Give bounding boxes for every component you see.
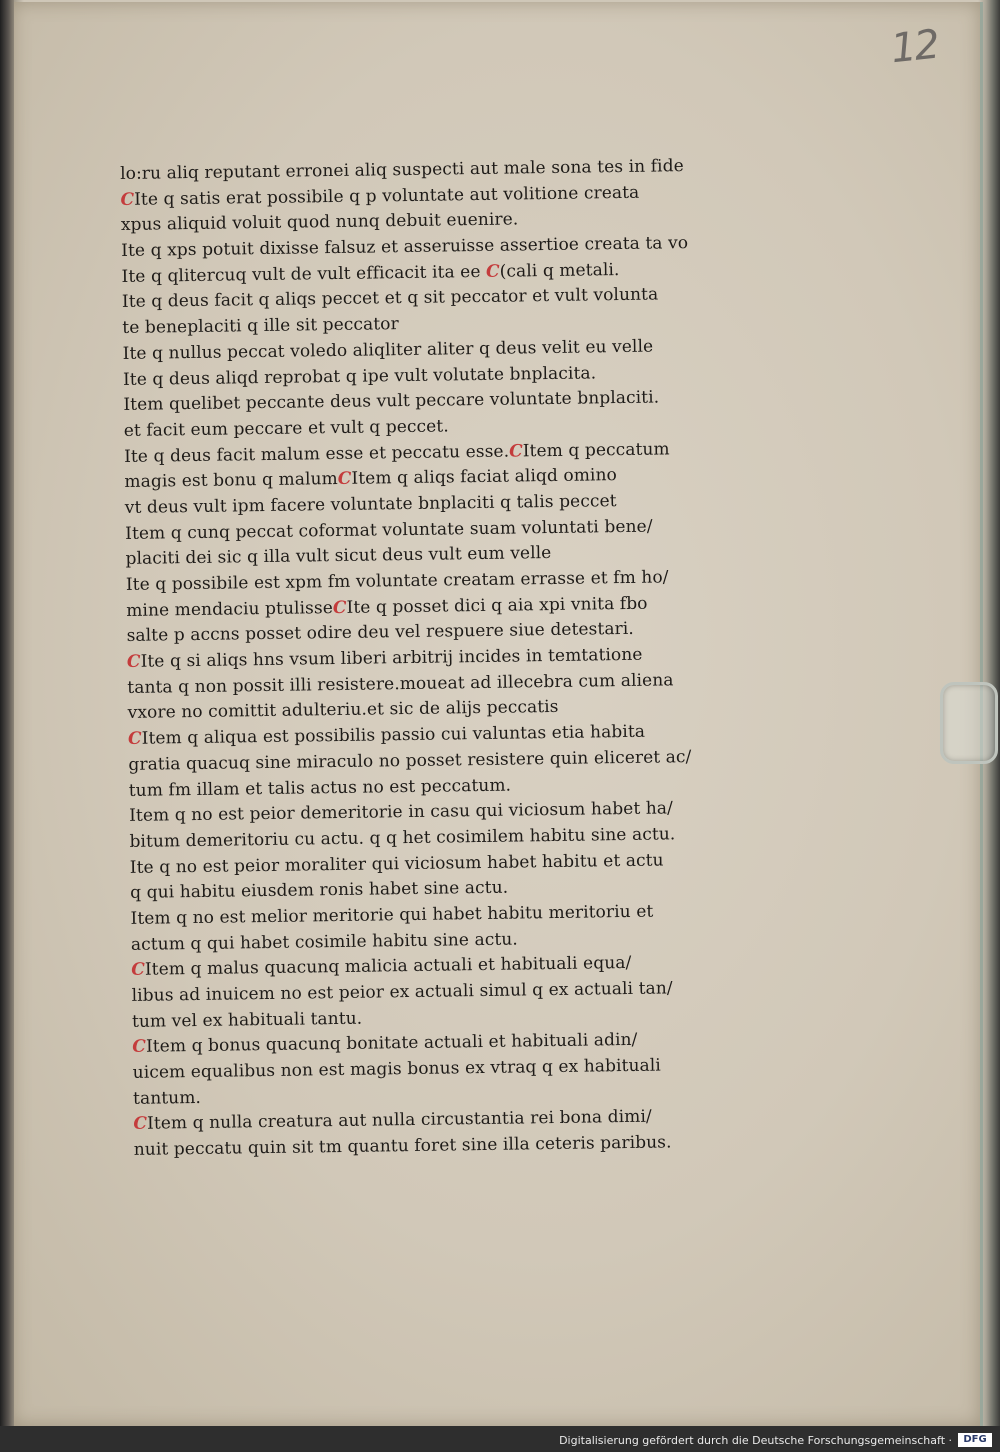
line-text: actum q qui habet cosimile habitu sine actu. bbox=[130, 929, 518, 955]
line-text: Item q peccatum bbox=[522, 438, 670, 461]
page-clip bbox=[940, 682, 998, 764]
line-text: Ite q no est peior moraliter qui viciosum habet habitu et actu bbox=[129, 850, 664, 878]
line-text: tantum. bbox=[132, 1087, 202, 1109]
line-text: salte p accns posset odire deu vel respuere siue detestari. bbox=[126, 619, 635, 647]
line-text: tum vel ex habituali tantu. bbox=[131, 1008, 363, 1032]
footer-bar bbox=[0, 1426, 1000, 1452]
line-text: Item quelibet peccante deus vult peccare voluntate bnplaciti. bbox=[123, 387, 660, 416]
line-text: vt deus vult ipm facere voluntate bnplaciti q talis peccet bbox=[124, 491, 617, 518]
line-text: Ite q qlitercuq vult de vult efficacit ita ee bbox=[121, 261, 487, 287]
line-text: Item q aliqs faciat aliqd omino bbox=[351, 465, 618, 490]
line-text: bitum demeritoriu cu actu. q q het cosimilem habitu sine actu. bbox=[129, 824, 676, 852]
line-text: gratia quacuq sine miraculo no posset resistere quin eliceret ac/ bbox=[128, 746, 692, 775]
line-text: Ite q xps potuit dixisse falsuz et asseruisse assertioe creata ta vo bbox=[121, 233, 689, 262]
line-text: Ite q satis erat possibile q p voluntate aut volitione creata bbox=[134, 182, 640, 210]
rubric-mark: C bbox=[508, 440, 523, 462]
manuscript-page bbox=[12, 2, 983, 1426]
line-text: Ite q deus facit q aliqs peccet et q sit peccator et vult volunta bbox=[121, 284, 659, 313]
text-column bbox=[120, 153, 774, 1164]
rubric-mark: C bbox=[127, 728, 142, 750]
folio-number: 12 bbox=[888, 21, 941, 73]
line-text: Item q no est peior demeritorie in casu qui viciosum habet ha/ bbox=[128, 798, 674, 827]
line-text: Ite q deus facit malum esse et peccatu esse. bbox=[123, 441, 510, 467]
line-text: Item q bonus quacunq bonitate actuali et habituali adin/ bbox=[145, 1030, 638, 1058]
line-text: Ite q deus aliqd reprobat q ipe vult volutate bnplacita. bbox=[122, 362, 597, 390]
line-text: Ite q possibile est xpm fm voluntate creatam errasse et fm ho/ bbox=[125, 567, 669, 595]
rubric-mark: C bbox=[120, 189, 135, 210]
line-text: tum fm illam et talis actus no est peccatum. bbox=[128, 775, 512, 801]
rubric-mark: C bbox=[485, 261, 500, 282]
funding-credit: Digitalisierung gefördert durch die Deutsche Forschungsgemeinschaft · bbox=[559, 1434, 952, 1447]
line-text: et facit eum peccare et vult q peccet. bbox=[123, 416, 449, 441]
line-text: q qui habitu eiusdem ronis habet sine actu. bbox=[130, 877, 509, 904]
line-text: Ite q nullus peccat voledo aliqliter aliter q deus velit eu velle bbox=[122, 336, 654, 364]
line-text: placiti dei sic q illa vult sicut deus vult eum velle bbox=[125, 543, 552, 570]
line-text: mine mendaciu ptulisse bbox=[126, 597, 334, 621]
line-text: Item q nulla creatura aut nulla circustantia rei bona dimi/ bbox=[146, 1107, 652, 1135]
line-text: Item q no est melior meritorie qui habet habitu meritoriu et bbox=[130, 901, 654, 929]
rubric-mark: C bbox=[132, 1037, 147, 1058]
rubric-mark: C bbox=[126, 651, 141, 673]
line-text: xpus aliquid voluit quod nunq debuit euenire. bbox=[120, 209, 519, 236]
rubric-mark: C bbox=[337, 469, 352, 490]
line-text: nuit peccatu quin sit tm quantu foret sine illa ceteris paribus. bbox=[133, 1132, 672, 1161]
line-text: tanta q non possit illi resistere.moueat ad illecebra cum aliena bbox=[127, 670, 674, 698]
line-text: te beneplaciti q ille sit peccator bbox=[122, 314, 399, 339]
line-text: Item q malus quacunq malicia actuali et habituali equa/ bbox=[144, 953, 632, 981]
line-text: Item q aliqua est possibilis passio cui valuntas etia habita bbox=[141, 721, 646, 749]
line-text: libus ad inuicem no est peior ex actuali simul q ex actuali tan/ bbox=[131, 978, 673, 1006]
dfg-logo-icon: DFG bbox=[958, 1433, 992, 1447]
line-text: (cali q metali. bbox=[499, 259, 620, 282]
line-text: magis est bonu q malum bbox=[124, 469, 338, 493]
line-text: uicem equalibus non est magis bonus ex vtraq q ex habituali bbox=[132, 1055, 662, 1083]
line-text: Ite q si aliqs hns vsum liberi arbitrij incides in temtatione bbox=[140, 644, 643, 672]
book-binding-edge bbox=[0, 0, 14, 1452]
line-text: Item q cunq peccat coformat voluntate suam voluntati bene/ bbox=[125, 516, 653, 544]
rubric-mark: C bbox=[332, 597, 347, 618]
line-text: Ite q posset dici q aia xpi vnita fbo bbox=[346, 593, 648, 618]
line-text: lo:ru aliq reputant erronei aliq suspecti aut male sona tes in fide bbox=[120, 156, 684, 184]
line-text: vxore no comittit adulteriu.et sic de alijs peccatis bbox=[127, 697, 559, 724]
rubric-mark: C bbox=[131, 960, 146, 981]
rubric-mark: C bbox=[133, 1114, 148, 1135]
